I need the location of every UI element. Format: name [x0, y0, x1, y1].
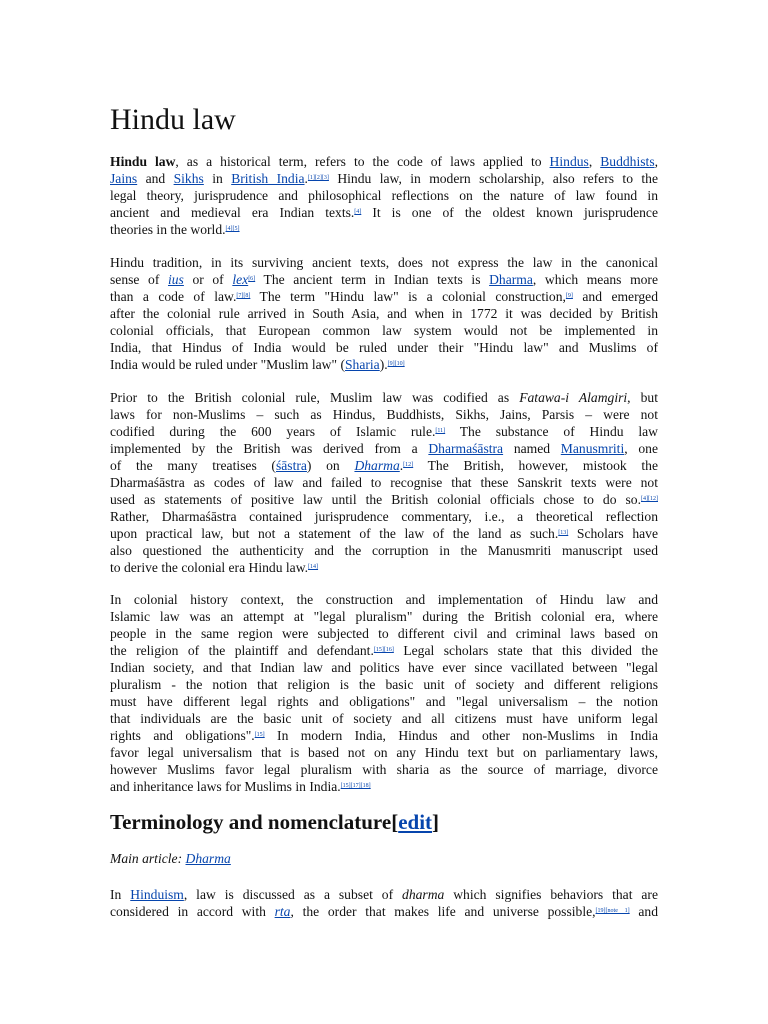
section-heading: Terminology and nomenclature[edit]: [110, 810, 440, 834]
link-lex[interactable]: lex: [232, 272, 249, 287]
link-manusmriti[interactable]: Manusmriti: [560, 441, 625, 456]
paragraph-line: than a code of law.[7][8] The term "Hindu law" is a colonial construction,[9] and emerged: [110, 289, 658, 304]
paragraph-line: implemented by the British was derived from a Dharmaśāstra named Manusmriti, one: [110, 441, 658, 456]
citation-link[interactable]: [1][2][3]: [307, 175, 329, 181]
paragraph-line: and inheritance laws for Muslims in India.[15][17][18]: [110, 779, 371, 794]
bold-term: Hindu law: [110, 154, 176, 169]
page-title: Hindu law: [110, 103, 236, 136]
paragraph-line: In Hinduism, law is discussed as a subset of dharma which signifies behaviors that are: [110, 887, 658, 902]
citation-link[interactable]: [6]: [248, 276, 256, 282]
paragraph-line: after the colonial rule arrived in South Asia, and when in 1772 it was decided by British: [110, 306, 658, 321]
paragraph-line: considered in accord with rta, the order that makes life and universe possible,[19][note 1] and: [110, 904, 658, 919]
citation-link[interactable]: [15]: [254, 732, 265, 738]
paragraph-line: In colonial history context, the construction and implementation of Hindu law and: [110, 592, 658, 607]
paragraph-line: upon practical law, but not a statement of the law of the land as such.[13] Scholars have: [110, 526, 658, 541]
citation-link[interactable]: [9]: [565, 293, 573, 299]
paragraph-line: laws for non-Muslims – such as Hindus, Buddhists, Sikhs, Jains, Parsis – were not: [110, 407, 658, 422]
citation-link[interactable]: [19][note 1]: [595, 908, 630, 914]
paragraph-line: Rather, Dharmaśāstra contained jurisprudence commentary, i.e., a theoretical reflection: [110, 509, 658, 524]
link-sharia[interactable]: Sharia: [344, 357, 380, 372]
paragraph-line: however Muslims favor legal pluralism with sharia as the source of marriage, divorce: [110, 762, 658, 777]
paragraph-line: Jains and Sikhs in British India.[1][2][3] Hindu law, in modern scholarship, also refers to the: [110, 171, 658, 186]
paragraph-line: used as statements of positive law until the British colonial officials chose to do so.[4][12]: [110, 492, 658, 507]
citation-link[interactable]: [13]: [558, 530, 569, 536]
italic-term: Fatawa-i Alamgiri: [519, 390, 628, 405]
link-ius[interactable]: ius: [167, 272, 184, 287]
paragraph-line: must have different legal rights and obligations" and "legal universalism – the notion: [110, 694, 658, 709]
paragraph-line: of the many treatises (śāstra) on Dharma.[12] The British, however, mistook the: [110, 458, 658, 473]
paragraph-line: legal theory, jurisprudence and philosophical reflections on the nature of law found in: [110, 188, 658, 203]
intro-paragraph: [110, 153, 658, 238]
link-hindus[interactable]: Hindus: [549, 154, 589, 169]
paragraph-line: India would be ruled under "Muslim law" (Sharia).[9][10]: [110, 357, 405, 372]
paragraph-line: sense of ius or of lex[6] The ancient term in Indian texts is Dharma, which means more: [110, 272, 658, 287]
citation-link[interactable]: [14]: [308, 564, 319, 570]
body-paragraph: [110, 254, 658, 373]
paragraph-line: Dharmaśāstra as codes of law and failed to recognise that these Sanskrit texts were not: [110, 475, 658, 490]
link-dharma[interactable]: Dharma: [489, 272, 533, 287]
paragraph-line: to derive the colonial era Hindu law.[14]: [110, 560, 319, 575]
citation-link[interactable]: [4]: [354, 209, 362, 215]
link-sastra[interactable]: śāstra: [275, 458, 307, 473]
paragraph-line: codified during the 600 years of Islamic rule.[11] The substance of Hindu law: [110, 424, 658, 439]
paragraph-line: Islamic law was an attempt at "legal pluralism" during the British colonial era, where: [110, 609, 658, 624]
citation-link[interactable]: [9][10]: [387, 361, 405, 367]
link-main-article-dharma[interactable]: Dharma: [185, 851, 231, 866]
hatnote-label: Main article:: [110, 851, 186, 866]
hatnote: [110, 851, 231, 867]
link-british-india[interactable]: British India: [231, 171, 305, 186]
paragraph-line: favor legal universalism that is based not on any Hindu text but on parliamentary laws,: [110, 745, 658, 760]
link-dharmasastra[interactable]: Dharmaśāstra: [428, 441, 504, 456]
link-buddhists[interactable]: Buddhists: [600, 154, 655, 169]
section-title: Terminology and nomenclature: [110, 810, 392, 834]
link-rta[interactable]: rta: [274, 904, 291, 919]
link-hinduism[interactable]: Hinduism: [130, 887, 184, 902]
paragraph-line: pluralism - the notion that religion is the basic unit of society and different religions: [110, 677, 658, 692]
paragraph-line: ancient and medieval era Indian texts.[4] It is one of the oldest known jurisprudence: [110, 205, 658, 220]
paragraph-line: Hindu law, as a historical term, refers to the code of laws applied to Hindus, Buddhists,: [110, 154, 659, 169]
paragraph-line: India, that Hindus of India would be ruled under their "Hindu law" and Muslims of: [110, 340, 658, 355]
citation-link[interactable]: [7][8]: [236, 293, 251, 299]
paragraph-line: Prior to the British colonial rule, Muslim law was codified as Fatawa-i Alamgiri, but: [110, 390, 658, 405]
citation-link[interactable]: [12]: [403, 462, 414, 468]
citation-link[interactable]: [15][16]: [373, 647, 394, 653]
body-paragraph: [110, 886, 658, 920]
paragraph-line: also questioned the authenticity and the corruption in the Manusmriti manuscript used: [110, 543, 658, 558]
body-paragraph: [110, 591, 658, 795]
body-paragraph: [110, 389, 658, 576]
edit-link[interactable]: edit: [398, 810, 433, 834]
paragraph-line: people in the same region were subjected to different civil and criminal laws based on: [110, 626, 658, 641]
paragraph-line: that individuals are the basic unit of society and all citizens must have uniform legal: [110, 711, 658, 726]
paragraph-line: Hindu tradition, in its surviving ancient texts, does not express the law in the canonical: [110, 255, 658, 270]
link-jains[interactable]: Jains: [110, 171, 138, 186]
citation-link[interactable]: [4][5]: [225, 226, 240, 232]
citation-link[interactable]: [15][17][18]: [340, 783, 371, 789]
citation-link[interactable]: [4][12]: [641, 496, 658, 502]
paragraph-line: rights and obligations".[15] In modern India, Hindus and other non-Muslims in India: [110, 728, 658, 743]
link-sikhs[interactable]: Sikhs: [173, 171, 204, 186]
paragraph-line: the religion of the plaintiff and defendant.[15][16] Legal scholars state that this divided the: [110, 643, 658, 658]
paragraph-line: theories in the world.[4][5]: [110, 222, 240, 237]
italic-term: dharma: [402, 887, 445, 902]
citation-link[interactable]: [11]: [435, 428, 446, 434]
paragraph-line: colonial officials, that European common law system would not be implemented in: [110, 323, 658, 338]
link-dharma-2[interactable]: Dharma: [354, 458, 400, 473]
paragraph-line: Indian society, and that Indian law and politics have ever since vacillated between "legal: [110, 660, 658, 675]
